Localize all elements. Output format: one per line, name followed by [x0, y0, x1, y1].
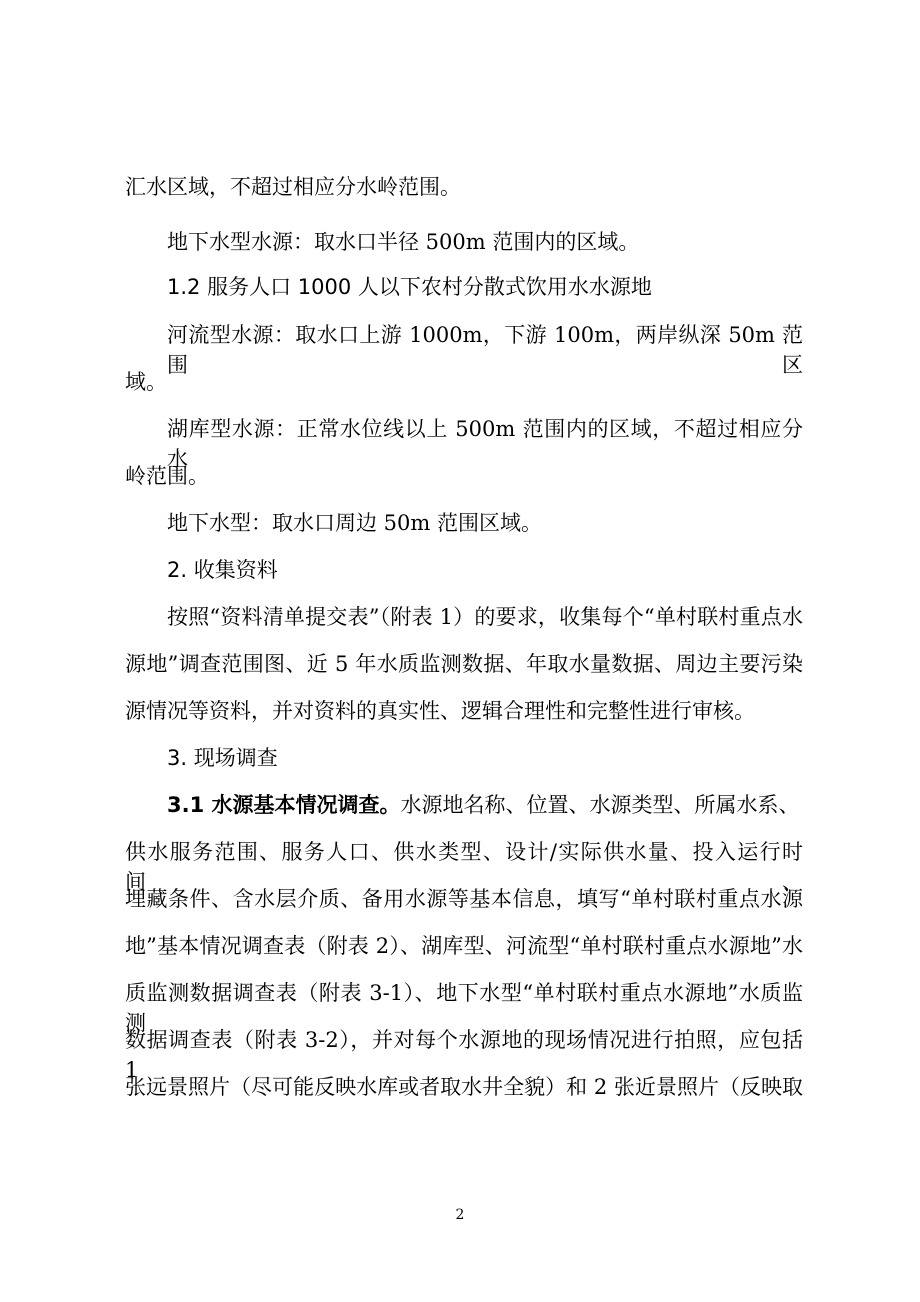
paragraph-line: 源情况等资料，并对资料的真实性、逻辑合理性和完整性进行审核。 — [125, 699, 755, 723]
paragraph-line: 地”基本情况调查表（附表 2）、湖库型、河流型“单村联村重点水源地”水 — [125, 934, 803, 958]
paragraph-line: 埋藏条件、含水层介质、备用水源等基本信息，填写“单村联村重点水源 — [125, 887, 803, 911]
section-3-1-heading: 3.1 水源基本情况调查。 — [167, 793, 401, 817]
page-number: 2 — [455, 1207, 465, 1223]
section-heading: 3. 现场调查 — [167, 746, 278, 770]
paragraph-line: 供水服务范围、服务人口、供水类型、设计/实际供水量、投入运行时间、 — [125, 840, 803, 894]
paragraph-line: 按照“资料清单提交表”（附表 1）的要求，收集每个“单村联村重点水 — [167, 605, 803, 629]
paragraph-line-with-heading — [0, 790, 920, 820]
paragraph-line: 湖库型水源：正常水位线以上 500m 范围内的区域，不超过相应分水 — [167, 417, 803, 471]
paragraph-line: 汇水区域，不超过相应分水岭范围。 — [125, 175, 461, 199]
paragraph-line: 岭范围。 — [125, 464, 209, 488]
paragraph-line: 地下水型水源：取水口半径 500m 范围内的区域。 — [167, 230, 640, 254]
section-heading: 1.2 服务人口 1000 人以下农村分散式饮用水水源地 — [167, 275, 652, 299]
paragraph-line: 域。 — [125, 370, 167, 394]
paragraph-line: 数据调查表（附表 3-2），并对每个水源地的现场情况进行拍照，应包括 1 — [125, 1028, 803, 1082]
paragraph-line: 质监测数据调查表（附表 3-1）、地下水型“单村联村重点水源地”水质监测 — [125, 981, 803, 1035]
paragraph-line: 地下水型：取水口周边 50m 范围区域。 — [167, 511, 542, 535]
paragraph-line: 河流型水源：取水口上游 1000m，下游 100m，两岸纵深 50m 范围区 — [167, 323, 803, 377]
paragraph-line: 张远景照片（尽可能反映水库或者取水井全貌）和 2 张近景照片（反映取 — [125, 1075, 803, 1099]
section-heading: 2. 收集资料 — [167, 558, 278, 582]
paragraph-text: 水源地名称、位置、水源类型、所属水系、 — [400, 793, 800, 817]
paragraph-line: 源地”调查范围图、近 5 年水质监测数据、年取水量数据、周边主要污染 — [125, 652, 803, 676]
